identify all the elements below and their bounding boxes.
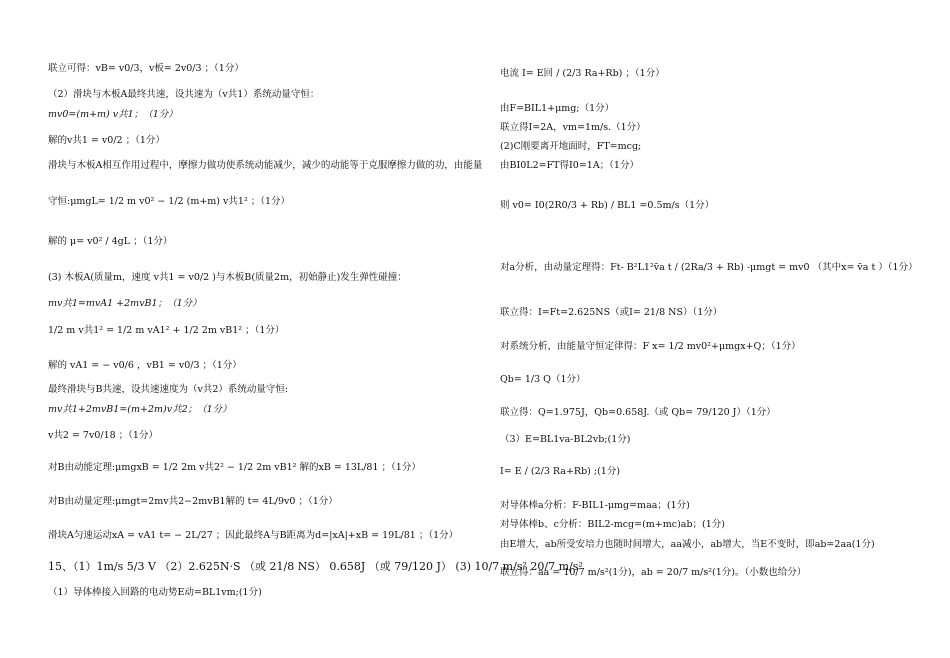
line: 解的 μ= v0² / 4gL ；（1分） — [48, 236, 173, 247]
line: 联立得：I=Ft=2.625NS（或I= 21/8 NS）（1分） — [500, 307, 723, 318]
line: 滑块与木板A相互作用过程中，摩擦力做功使系统动能减少，减少的动能等于克服摩擦力做的功，由能量 — [48, 160, 483, 171]
line: (2)C刚要离开地面时，FT=mcg; — [500, 141, 642, 152]
line: mv共1+2mvB1=(m+2m)v共2；（1分） — [48, 404, 232, 415]
line: 由F=BIL1+μmg;（1分） — [500, 103, 615, 114]
line: 联立可得：vB= v0/3，v板= 2v0/3 ；（1分） — [48, 63, 244, 74]
line: 联立得：aa = 10/7 m/s²(1分)，ab = 20/7 m/s²(1分)。（小数也给分） — [500, 567, 807, 578]
line: 对导体棒b、c分析：BIL2-mcg=(m+mc)ab；(1分) — [500, 519, 725, 530]
line: 联立得I=2A，vm=1m/s.（1分） — [500, 122, 646, 133]
line: I= E / (2/3 Ra+Rb) ;(1分) — [500, 466, 621, 477]
line: mv共1=mvA1 +2mvB1；（1分） — [48, 298, 202, 309]
line: 解的v共1 = v0/2 ；（1分） — [48, 135, 165, 146]
line: 对导体棒a分析：F-BIL1-μmg=maa；(1分) — [500, 500, 690, 511]
line: Qb= 1/3 Q（1分） — [500, 374, 586, 385]
line: 联立得：Q=1.975J，Qb=0.658J.（或 Qb= 79/120 J）（1分） — [500, 407, 776, 418]
line: 1/2 m v共1² = 1/2 m vA1² + 1/2 2m vB1² ；（1分） — [48, 325, 285, 336]
line: v共2 = 7v0/18 ；（1分） — [48, 430, 158, 441]
line: （2）滑块与木板A最终共速，设共速为（v共1）系统动量守恒： — [48, 89, 320, 100]
line: 由BI0L2=FT得I0=1A；（1分） — [500, 160, 639, 171]
line: （1）导体棒接入回路的电动势E动=BL1vm;(1分) — [48, 587, 262, 598]
line: 对系统分析，由能量守恒定律得：F x= 1/2 mv0²+μmgx+Q；（1分） — [500, 341, 801, 352]
line: 15、（1）1m/s 5/3 V （2）2.625N·S （或 21/8 NS） 0.658J （或 79/120 J） (3) 10/7 m/s² 20/7 m/s² — [48, 560, 583, 573]
line: 对B由动能定理:μmgxB = 1/2 2m v共2² − 1/2 2m vB1² 解的xB = 13L/81 ；（1分） — [48, 462, 421, 473]
line: 对B由动量定理:μmgt=2mv共2−2mvB1解的 t= 4L/9v0 ；（1分） — [48, 496, 338, 507]
line: 电流 I= E回 / (2/3 Ra+Rb) ；（1分） — [500, 68, 665, 79]
line: 守恒:μmgL= 1/2 m v0² − 1/2 (m+m) v共1² ；（1分） — [48, 196, 291, 207]
line: 由E增大，ab所受安培力也随时间增大，aa减小，ab增大，当E不变时，即ab=2aa(1分) — [500, 539, 875, 550]
line: 最终滑块与B共速，设共速速度为（v共2）系统动量守恒: — [48, 384, 289, 395]
line: 则 v0= I0(2R0/3 + Rb) / BL1 =0.5m/s（1分） — [500, 200, 715, 211]
line: mv0=(m+m) v共1；（1分） — [48, 109, 178, 120]
line: 滑块A匀速运动xA = vA1 t= − 2L/27 ；因此最终A与B距离为d=|xA|+xB = 19L/81 ；（1分） — [48, 530, 459, 541]
line: （3）E=BL1va-BL2vb;(1分) — [500, 434, 631, 445]
line: 解的 vA1 = − v0/6 ，vB1 = v0/3 ；（1分） — [48, 360, 242, 371]
line: 对a分析，由动量定理得：Ft- B²L1²v̄a t / (2Ra/3 + Rb) -μmgt = mv0 （其中x= v̄a t ）（1分） — [500, 262, 918, 273]
line: (3) 木板A(质量m，速度 v共1 = v0/2 )与木板B(质量2m，初始静止)发生弹性碰撞： — [48, 272, 407, 283]
